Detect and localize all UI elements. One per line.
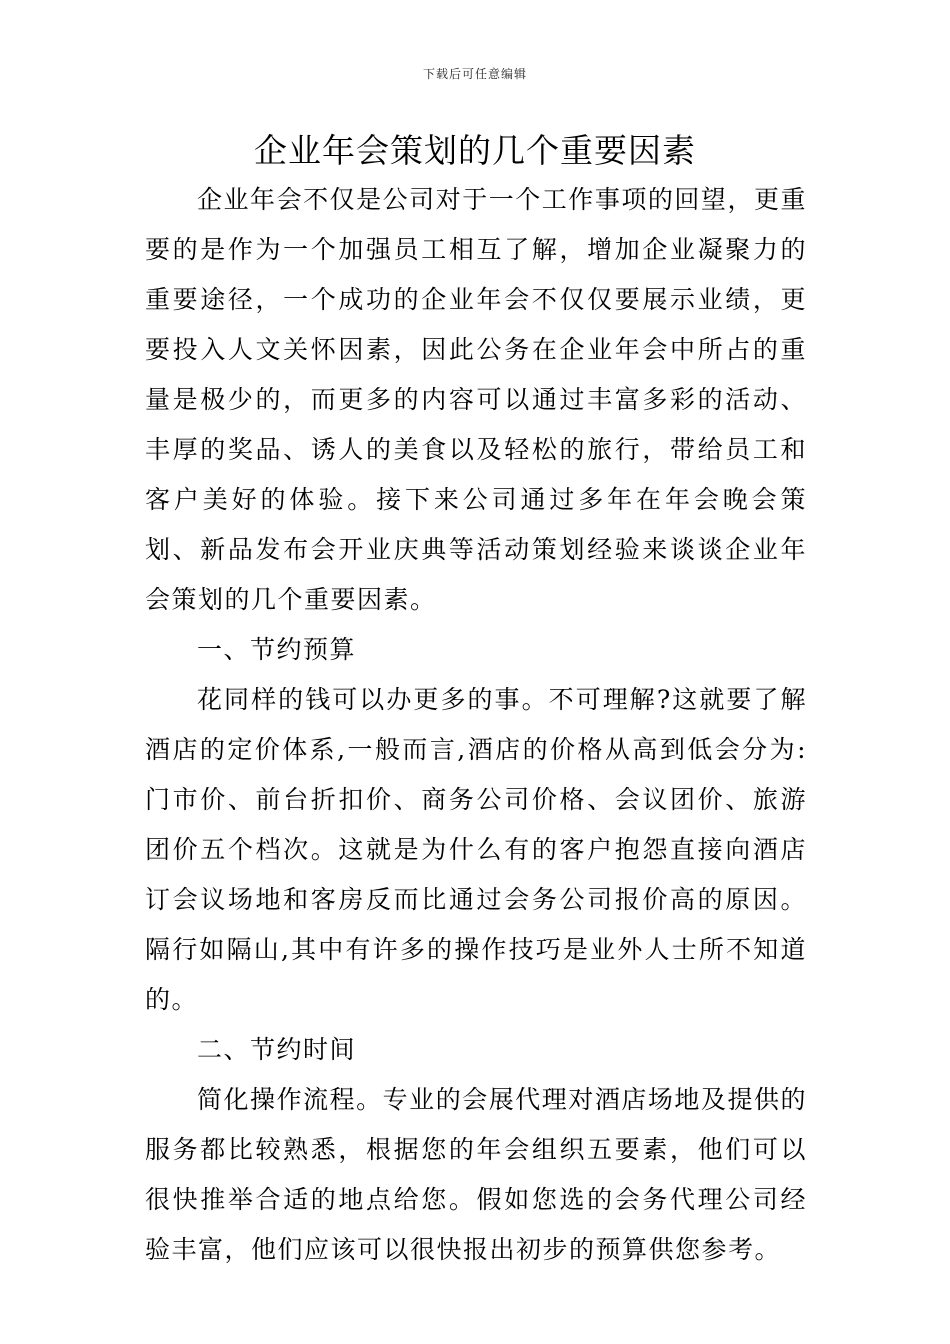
document-title: 企业年会策划的几个重要因素 [254,131,696,170]
section-heading-budget: 一、节约预算 [197,635,357,664]
section-paragraph-budget: 花同样的钱可以办更多的事。不可理解?这就要了解酒店的定价体系,一般而言,酒店的价格从高到低会分为:门市价、前台折扣价、商务公司价格、会议团价、旅游团价五个档次。这就是为什么有的客户抱怨直接向酒店订会议场地和客房反而比通过会务公司报价高的原因。隔行如隔山,其中有许多的操作技巧是业外人士所不知道的。 [145,685,807,1014]
document-body [145,175,807,1275]
intro-paragraph: 企业年会不仅是公司对于一个工作事项的回望，更重要的是作为一个加强员工相互了解，增加企业凝聚力的重要途径，一个成功的企业年会不仅仅要展示业绩，更要投入人文关怀因素，因此公务在企业年会中所占的重量是极少的，而更多的内容可以通过丰富多彩的活动、丰厚的奖品、诱人的美食以及轻松的旅行，带给员工和客户美好的体验。接下来公司通过多年在年会晚会策划、新品发布会开业庆典等活动策划经验来谈谈企业年会策划的几个重要因素。 [145,185,807,614]
section-paragraph-time: 简化操作流程。专业的会展代理对酒店场地及提供的服务都比较熟悉，根据您的年会组织五要素，他们可以很快推举合适的地点给您。假如您选的会务代理公司经验丰富，他们应该可以很快报出初步的预算供您参考。 [145,1085,807,1264]
section-heading-time: 二、节约时间 [197,1035,357,1064]
page-header-note: 下载后可任意编辑 [422,67,527,81]
